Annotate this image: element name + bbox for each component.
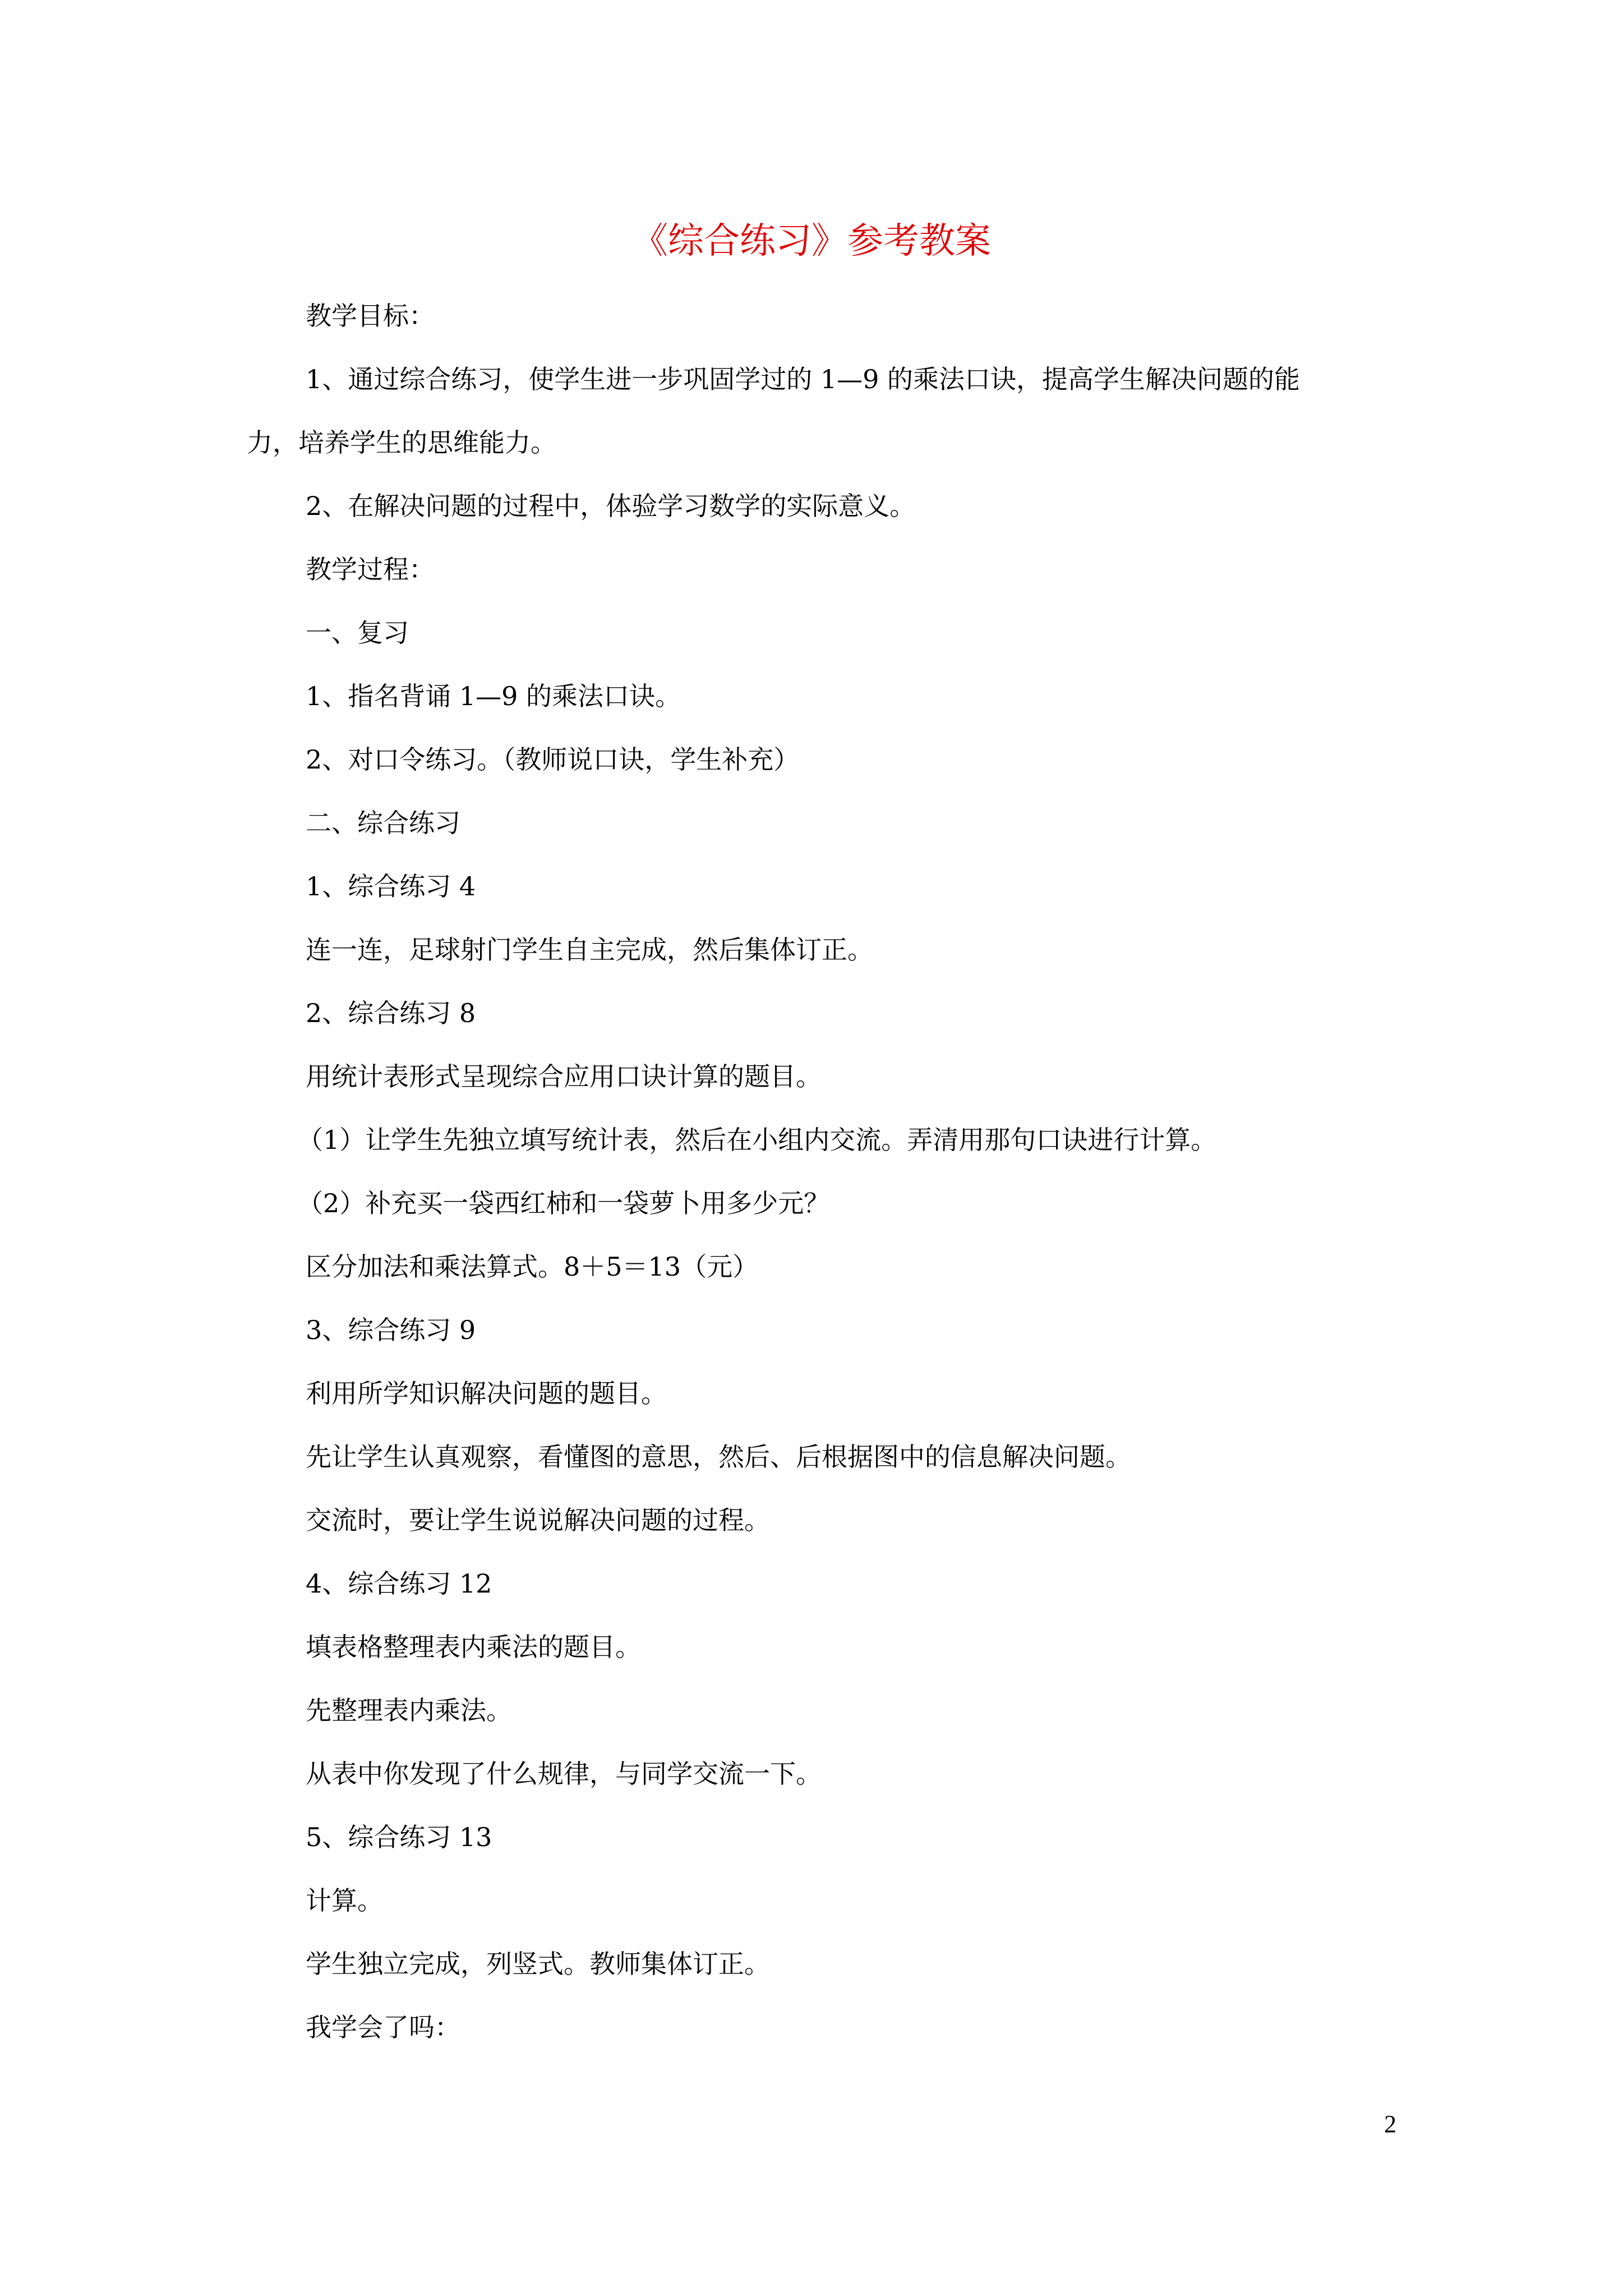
text-line-practice-9-detail: 利用所学知识解决问题的题目。: [306, 1378, 667, 1409]
text-line-practice-4-detail: 连一连，足球射门学生自主完成，然后集体订正。: [306, 935, 873, 965]
text-line-practice-8-equation: 区分加法和乘法算式。8＋5＝13（元）: [306, 1251, 759, 1282]
text-line-self-check: 我学会了吗：: [306, 2012, 460, 2042]
text-line-practice-8: 2、综合练习 8: [306, 998, 476, 1028]
text-line-practice-4: 1、综合练习 4: [306, 871, 476, 901]
text-line-teaching-goals-heading: 教学目标：: [306, 301, 435, 331]
text-line-section-practice: 二、综合练习: [306, 808, 460, 838]
text-line-goal-1-continued: 力，培养学生的思维能力。: [247, 427, 556, 458]
text-line-practice-9-discuss: 交流时，要让学生说说解决问题的过程。: [306, 1505, 770, 1535]
text-line-practice-8-step-2: （2）补充买一袋西红柿和一袋萝卜用多少元？: [297, 1188, 830, 1218]
page-number: 2: [1384, 2110, 1396, 2138]
text-line-goal-1: 1、通过综合练习，使学生进一步巩固学过的 1—9 的乘法口诀，提高学生解决问题的能: [306, 364, 1301, 394]
text-line-practice-13-detail: 学生独立完成，列竖式。教师集体订正。: [306, 1949, 770, 1979]
text-line-section-review: 一、复习: [306, 618, 409, 648]
text-line-practice-13-calculate: 计算。: [306, 1885, 383, 1916]
text-line-practice-12-detail: 填表格整理表内乘法的题目。: [306, 1632, 641, 1662]
text-line-practice-8-detail: 用统计表形式呈现综合应用口诀计算的题目。: [306, 1061, 822, 1092]
text-line-teaching-process-heading: 教学过程：: [306, 554, 435, 585]
document-title: 《综合练习》参考教案: [632, 220, 991, 262]
text-line-practice-12-pattern: 从表中你发现了什么规律，与同学交流一下。: [306, 1759, 822, 1789]
text-line-practice-8-step-1: （1）让学生先独立填写统计表，然后在小组内交流。弄清用那句口诀进行计算。: [297, 1125, 1217, 1155]
text-line-practice-12-organize: 先整理表内乘法。: [306, 1695, 512, 1726]
text-line-practice-9: 3、综合练习 9: [306, 1315, 476, 1345]
text-line-review-1: 1、指名背诵 1—9 的乘法口诀。: [306, 681, 681, 711]
text-line-practice-13: 5、综合练习 13: [306, 1822, 492, 1852]
text-line-goal-2: 2、在解决问题的过程中，体验学习数学的实际意义。: [306, 491, 916, 521]
text-line-practice-12: 4、综合练习 12: [306, 1568, 492, 1599]
text-line-practice-9-observe: 先让学生认真观察，看懂图的意思，然后、后根据图中的信息解决问题。: [306, 1442, 1131, 1472]
text-line-review-2: 2、对口令练习。（教师说口诀，学生补充）: [306, 744, 800, 775]
